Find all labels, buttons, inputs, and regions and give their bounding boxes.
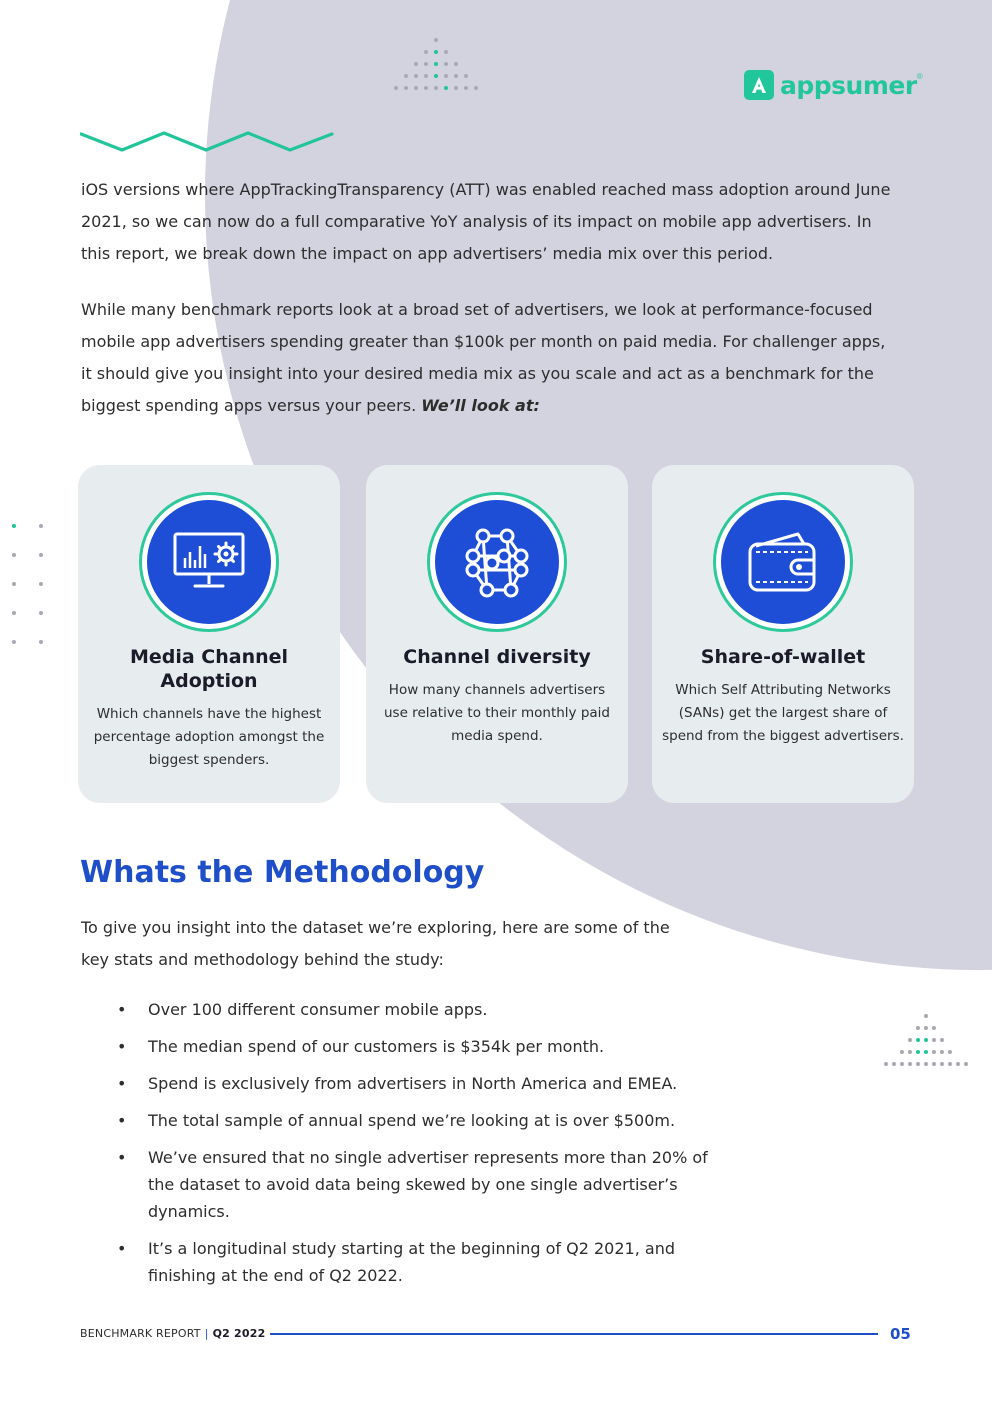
footer-report-title: BENCHMARK REPORT — [80, 1327, 201, 1340]
decorative-dot — [474, 86, 478, 90]
decorative-dot — [940, 1050, 944, 1054]
decorative-dot — [964, 1062, 968, 1066]
decorative-dot — [39, 582, 43, 586]
decorative-dot — [908, 1050, 912, 1054]
decorative-dot — [932, 1026, 936, 1030]
logo-registered-mark: ® — [916, 72, 923, 81]
methodology-heading: Whats the Methodology — [80, 855, 485, 890]
decorative-dot — [424, 62, 428, 66]
decorative-dot — [39, 553, 43, 557]
decorative-dot — [39, 640, 43, 644]
decorative-dot — [884, 1062, 888, 1066]
decorative-dot — [924, 1062, 928, 1066]
decorative-dot — [940, 1062, 944, 1066]
decorative-dot — [39, 611, 43, 615]
decorative-dot — [924, 1014, 928, 1018]
decorative-dot — [948, 1062, 952, 1066]
decorative-dot — [39, 524, 43, 528]
list-item: • Over 100 different consumer mobile apps. — [112, 996, 732, 1023]
network-nodes-icon — [461, 526, 533, 598]
intro-paragraph-2-text: While many benchmark reports look at a broad set of advertisers, we look at performance-focused mobile app advertisers spending greater than $100k per month on paid media. For challenger apps, it should give you insight into your desired media mix as you scale and act as a benchmark for the biggest spending apps versus your peers. — [81, 300, 886, 415]
card-title: Share-of-wallet — [700, 646, 866, 668]
decorative-dot-pattern-top — [388, 38, 484, 94]
list-item: • We’ve ensured that no single advertiser represents more than 20% of the dataset to avoid data being skewed by one single advertiser’s dynamics. — [112, 1144, 732, 1225]
card-title: Channel diversity — [403, 646, 591, 668]
decorative-dot — [424, 86, 428, 90]
monitor-analytics-icon — [171, 530, 247, 594]
footer-quarter: Q2 2022 — [212, 1327, 266, 1340]
decorative-dot — [444, 50, 448, 54]
decorative-dot — [434, 86, 438, 90]
card-icon-ring — [139, 492, 279, 632]
card-icon-ring — [427, 492, 567, 632]
list-item: • Spend is exclusively from advertisers in North America and EMEA. — [112, 1070, 732, 1097]
decorative-dot — [454, 62, 458, 66]
footer-separator: | — [204, 1327, 209, 1340]
footer-rule — [270, 1333, 878, 1335]
decorative-dot — [454, 86, 458, 90]
decorative-dot — [916, 1038, 920, 1042]
decorative-dot-pattern-right — [884, 1014, 968, 1062]
logo-wordmark: appsumer — [780, 70, 917, 100]
decorative-dot — [454, 74, 458, 78]
decorative-dot — [444, 86, 448, 90]
decorative-dot — [12, 611, 16, 615]
decorative-dot — [434, 62, 438, 66]
decorative-dot — [924, 1026, 928, 1030]
card-share-of-wallet — [652, 465, 914, 803]
decorative-dot — [12, 524, 16, 528]
decorative-dot — [424, 74, 428, 78]
decorative-dot — [414, 74, 418, 78]
decorative-dot — [444, 62, 448, 66]
card-media-channel-adoption — [78, 465, 340, 803]
decorative-dot — [444, 74, 448, 78]
intro-paragraph-1: iOS versions where AppTrackingTransparency (ATT) was enabled reached mass adoption around June 2021, so we can now do a full comparative YoY analysis of its impact on mobile app advertisers. In this report, we break down the impact on app advertisers’ media mix over this period. — [81, 180, 891, 263]
decorative-dot — [916, 1062, 920, 1066]
page-number: 05 — [890, 1325, 911, 1343]
appsumer-logo — [744, 70, 923, 100]
card-description: How many channels advertisers use relative to their monthly paid media spend. — [384, 682, 610, 744]
card-description: Which Self Attributing Networks (SANs) get the largest share of spend from the biggest advertisers. — [662, 682, 904, 744]
decorative-dot — [414, 62, 418, 66]
decorative-dot — [908, 1038, 912, 1042]
decorative-dot — [414, 86, 418, 90]
decorative-dot — [948, 1050, 952, 1054]
decorative-dot — [916, 1026, 920, 1030]
decorative-dot — [916, 1050, 920, 1054]
decorative-dot — [434, 74, 438, 78]
decorative-dot — [464, 86, 468, 90]
decorative-dot — [434, 38, 438, 42]
decorative-dot — [394, 86, 398, 90]
methodology-bullet-list — [112, 996, 732, 1299]
decorative-dot — [940, 1038, 944, 1042]
intro-paragraph-2 — [81, 294, 901, 422]
card-description: Which channels have the highest percentage adoption amongst the biggest spenders. — [93, 706, 325, 768]
decorative-dot — [12, 640, 16, 644]
decorative-dot — [932, 1038, 936, 1042]
card-icon-ring — [713, 492, 853, 632]
decorative-zigzag-line — [80, 128, 336, 154]
decorative-dot — [956, 1062, 960, 1066]
decorative-dot — [434, 50, 438, 54]
icon-core — [721, 500, 845, 624]
decorative-dot — [12, 553, 16, 557]
decorative-dot — [404, 86, 408, 90]
decorative-dot — [924, 1038, 928, 1042]
decorative-dot — [932, 1062, 936, 1066]
logo-mark-icon — [744, 70, 774, 100]
decorative-dot — [424, 50, 428, 54]
card-channel-diversity — [366, 465, 628, 803]
icon-core — [147, 500, 271, 624]
list-item: • It’s a longitudinal study starting at the beginning of Q2 2021, and finishing at the end of Q2 2022. — [112, 1235, 732, 1289]
list-item: • The total sample of annual spend we’re looking at is over $500m. — [112, 1107, 732, 1134]
decorative-dot — [932, 1050, 936, 1054]
decorative-dot — [900, 1050, 904, 1054]
decorative-dot — [892, 1062, 896, 1066]
decorative-dot — [924, 1050, 928, 1054]
decorative-dot — [464, 74, 468, 78]
decorative-dot-pattern-left — [12, 524, 48, 650]
intro-emphasis: We’ll look at: — [421, 396, 540, 415]
methodology-intro: To give you insight into the dataset we’re exploring, here are some of the key stats and methodology behind the study: — [81, 918, 670, 969]
decorative-dot — [404, 74, 408, 78]
list-item: • The median spend of our customers is $354k per month. — [112, 1033, 732, 1060]
decorative-dot — [12, 582, 16, 586]
footer-label — [80, 1327, 265, 1340]
decorative-dot — [908, 1062, 912, 1066]
icon-core — [435, 500, 559, 624]
wallet-icon — [746, 530, 820, 594]
card-title: Media Channel Adoption — [129, 646, 289, 692]
decorative-dot — [900, 1062, 904, 1066]
